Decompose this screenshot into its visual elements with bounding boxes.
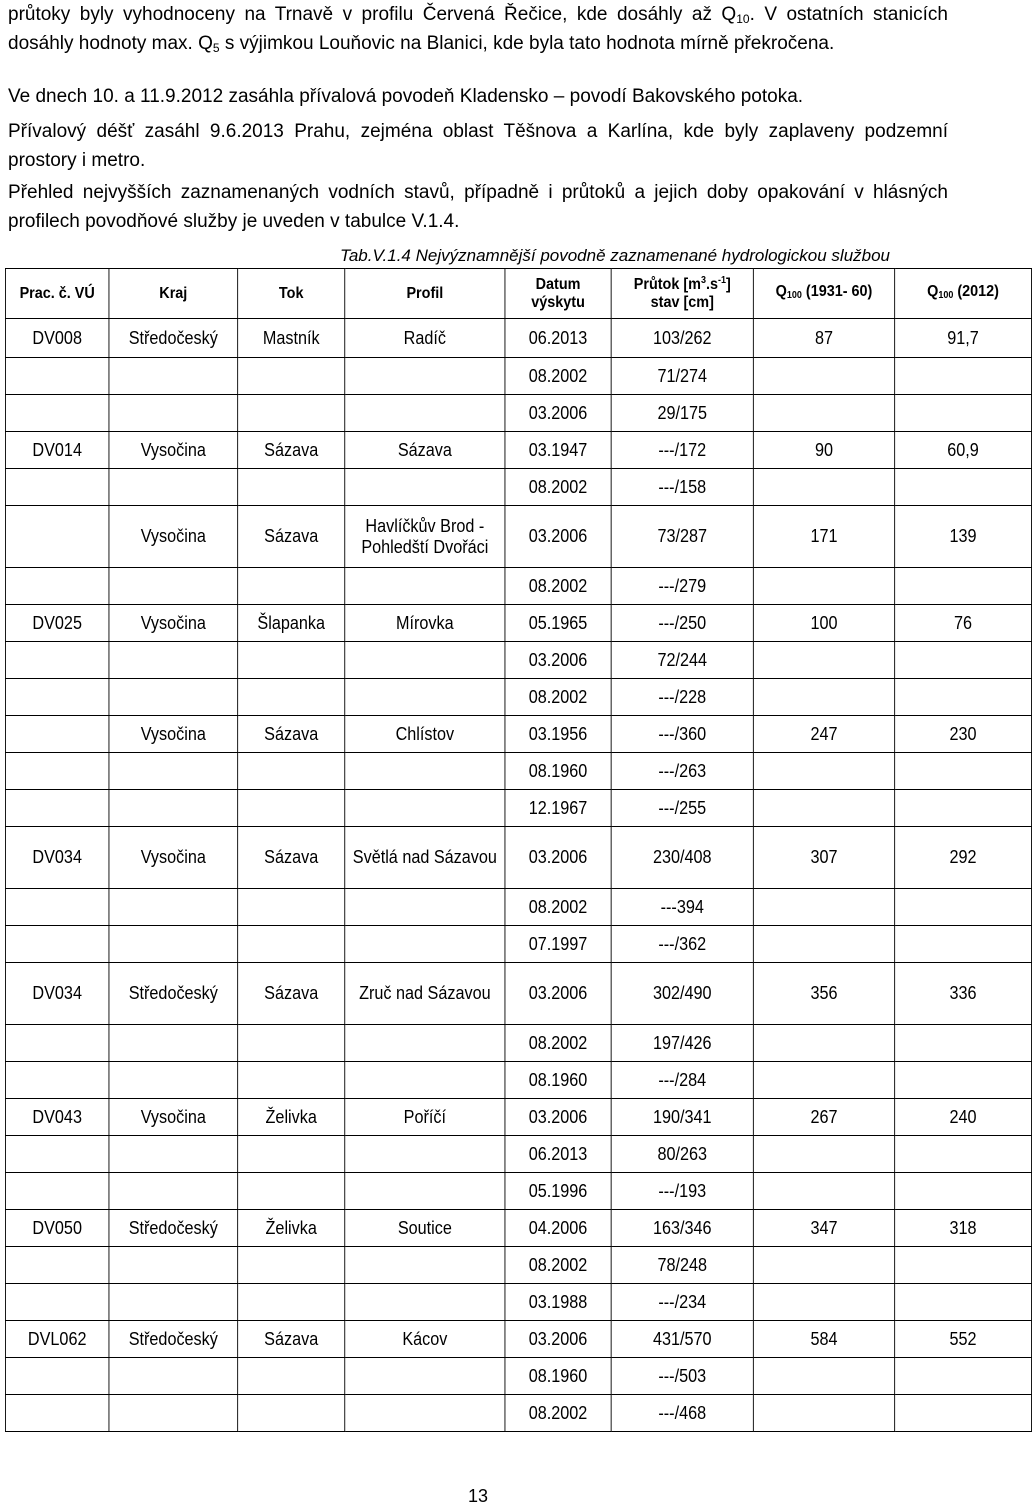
paragraph-overview: Přehled nejvyšších zaznamenaných vodních stavů, případně i průtoků a jejich doby opakování v hlásných profilech povodňové služby je uveden v tabulce V.1.4. xyxy=(8,182,948,232)
table-row xyxy=(5,469,1031,506)
cell-tok: Sázava xyxy=(238,1321,345,1358)
cell-q2 xyxy=(895,1284,1032,1321)
header-prac: Prac. č. VÚ xyxy=(5,269,109,319)
cell-q1 xyxy=(753,358,894,395)
cell-kraj xyxy=(109,926,238,963)
header-tok: Tok xyxy=(238,269,345,319)
cell-datum: 03.2006 xyxy=(505,1099,611,1136)
cell-q1 xyxy=(753,469,894,506)
cell-prutok: 78/248 xyxy=(611,1247,753,1284)
cell-datum: 08.2002 xyxy=(505,1247,611,1284)
cell-q2 xyxy=(895,469,1032,506)
cell-q1: 100 xyxy=(753,605,894,642)
cell-tok: Sázava xyxy=(238,506,345,568)
cell-prac xyxy=(5,926,109,963)
cell-q2 xyxy=(895,889,1032,926)
cell-kraj: Středočeský xyxy=(109,963,238,1025)
cell-q2: 91,7 xyxy=(895,319,1032,358)
cell-datum: 08.1960 xyxy=(505,1062,611,1099)
cell-profil: Světlá nad Sázavou xyxy=(345,827,505,889)
page-number: 13 xyxy=(468,1486,489,1506)
cell-kraj xyxy=(109,889,238,926)
cell-tok xyxy=(238,1062,345,1099)
table-row xyxy=(5,568,1031,605)
cell-kraj xyxy=(109,790,238,827)
cell-datum: 04.2006 xyxy=(505,1210,611,1247)
cell-q1 xyxy=(753,1395,894,1432)
cell-kraj: Vysočina xyxy=(109,605,238,642)
cell-prutok: 80/263 xyxy=(611,1136,753,1173)
cell-tok xyxy=(238,1284,345,1321)
cell-prac xyxy=(5,889,109,926)
cell-q1: 584 xyxy=(753,1321,894,1358)
cell-q1: 171 xyxy=(753,506,894,568)
cell-datum: 05.1965 xyxy=(505,605,611,642)
cell-datum: 08.1960 xyxy=(505,753,611,790)
cell-datum: 08.2002 xyxy=(505,679,611,716)
cell-tok xyxy=(238,358,345,395)
cell-q2 xyxy=(895,679,1032,716)
cell-kraj xyxy=(109,753,238,790)
cell-profil xyxy=(345,753,505,790)
subscript: 5 xyxy=(212,41,220,55)
cell-datum: 08.2002 xyxy=(505,469,611,506)
cell-q1 xyxy=(753,1358,894,1395)
cell-kraj: Vysočina xyxy=(109,506,238,568)
cell-prutok: ---/234 xyxy=(611,1284,753,1321)
cell-prac xyxy=(5,1358,109,1395)
header-datum: Datum výskytu xyxy=(505,269,611,319)
cell-kraj: Vysočina xyxy=(109,1099,238,1136)
cell-prac: DV034 xyxy=(5,963,109,1025)
cell-kraj xyxy=(109,1062,238,1099)
cell-q1 xyxy=(753,889,894,926)
cell-tok: Želivka xyxy=(238,1099,345,1136)
table-row xyxy=(5,753,1031,790)
cell-datum: 03.1988 xyxy=(505,1284,611,1321)
cell-tok xyxy=(238,1358,345,1395)
header-kraj: Kraj xyxy=(109,269,238,319)
cell-q1 xyxy=(753,1247,894,1284)
cell-q2 xyxy=(895,1025,1032,1062)
cell-kraj xyxy=(109,1025,238,1062)
cell-q2 xyxy=(895,642,1032,679)
cell-q1: 247 xyxy=(753,716,894,753)
cell-q1 xyxy=(753,753,894,790)
cell-q1 xyxy=(753,395,894,432)
cell-kraj: Vysočina xyxy=(109,432,238,469)
cell-prac xyxy=(5,1247,109,1284)
flood-table xyxy=(5,268,1032,1432)
cell-kraj xyxy=(109,568,238,605)
cell-tok: Sázava xyxy=(238,716,345,753)
cell-q1 xyxy=(753,642,894,679)
table-row xyxy=(5,1321,1031,1358)
cell-q1 xyxy=(753,679,894,716)
cell-prutok: ---/360 xyxy=(611,716,753,753)
table-body xyxy=(5,319,1031,1432)
table-row xyxy=(5,319,1031,358)
cell-profil: Soutice xyxy=(345,1210,505,1247)
table-row xyxy=(5,506,1031,568)
cell-kraj: Středočeský xyxy=(109,319,238,358)
table-row xyxy=(5,1284,1031,1321)
cell-q1 xyxy=(753,568,894,605)
cell-prac xyxy=(5,1173,109,1210)
cell-kraj xyxy=(109,1358,238,1395)
cell-tok xyxy=(238,1247,345,1284)
cell-kraj xyxy=(109,1395,238,1432)
cell-prac: DV025 xyxy=(5,605,109,642)
header-q100-1931: Q100 (1931- 60) xyxy=(753,269,894,319)
cell-prac xyxy=(5,469,109,506)
paragraph-text: . V ostatních stanicích dosáhly hodnoty max. Q xyxy=(8,4,948,54)
cell-prutok: ---/279 xyxy=(611,568,753,605)
cell-prutok: 103/262 xyxy=(611,319,753,358)
cell-prutok: ---/284 xyxy=(611,1062,753,1099)
cell-q2 xyxy=(895,1247,1032,1284)
cell-datum: 08.2002 xyxy=(505,568,611,605)
cell-profil xyxy=(345,1025,505,1062)
cell-prac xyxy=(5,506,109,568)
cell-profil xyxy=(345,1136,505,1173)
cell-profil xyxy=(345,1284,505,1321)
cell-prac: DV050 xyxy=(5,1210,109,1247)
table-row xyxy=(5,1395,1031,1432)
cell-q2 xyxy=(895,1062,1032,1099)
cell-q1: 87 xyxy=(753,319,894,358)
cell-datum: 03.1947 xyxy=(505,432,611,469)
cell-profil xyxy=(345,642,505,679)
cell-prutok: ---/158 xyxy=(611,469,753,506)
table-row xyxy=(5,1099,1031,1136)
cell-profil xyxy=(345,395,505,432)
cell-q1: 307 xyxy=(753,827,894,889)
cell-tok: Šlapanka xyxy=(238,605,345,642)
subscript: 10 xyxy=(736,12,750,26)
table-row xyxy=(5,358,1031,395)
cell-prutok: ---/362 xyxy=(611,926,753,963)
cell-prac xyxy=(5,395,109,432)
header-profil: Profil xyxy=(345,269,505,319)
cell-datum: 03.2006 xyxy=(505,1321,611,1358)
cell-prac xyxy=(5,1284,109,1321)
cell-prac xyxy=(5,358,109,395)
cell-prutok: ---/193 xyxy=(611,1173,753,1210)
cell-prac xyxy=(5,790,109,827)
cell-profil xyxy=(345,1173,505,1210)
cell-tok: Sázava xyxy=(238,827,345,889)
cell-prac xyxy=(5,753,109,790)
cell-profil xyxy=(345,1395,505,1432)
table-caption: Tab.V.1.4 Nejvýznamnější povodně zaznamenané hydrologickou službou xyxy=(340,246,891,265)
header-prutok: Průtok $[m^3.s^{-1}]$ stav [cm] xyxy=(611,269,753,319)
cell-prutok: 197/426 xyxy=(611,1025,753,1062)
cell-prutok: 163/346 xyxy=(611,1210,753,1247)
cell-datum: 03.2006 xyxy=(505,963,611,1025)
cell-datum: 08.2002 xyxy=(505,1025,611,1062)
cell-prac xyxy=(5,642,109,679)
cell-prac xyxy=(5,568,109,605)
cell-prac: DV043 xyxy=(5,1099,109,1136)
cell-tok: Mastník xyxy=(238,319,345,358)
paragraph-flow-summary xyxy=(8,0,948,58)
cell-datum: 12.1967 xyxy=(505,790,611,827)
cell-q2: 552 xyxy=(895,1321,1032,1358)
cell-prac xyxy=(5,1062,109,1099)
cell-tok: Želivka xyxy=(238,1210,345,1247)
cell-datum: 06.2013 xyxy=(505,319,611,358)
cell-prutok: 71/274 xyxy=(611,358,753,395)
cell-profil xyxy=(345,1062,505,1099)
table-row xyxy=(5,889,1031,926)
cell-tok xyxy=(238,642,345,679)
cell-prutok: ---/172 xyxy=(611,432,753,469)
cell-q2: 336 xyxy=(895,963,1032,1025)
table-row xyxy=(5,679,1031,716)
paragraph-text: s výjimkou Louňovic na Blanici, kde byla tato hodnota mírně překročena. xyxy=(219,33,835,54)
cell-tok xyxy=(238,1025,345,1062)
cell-prutok: ---/468 xyxy=(611,1395,753,1432)
cell-profil xyxy=(345,790,505,827)
cell-prutok: 302/490 xyxy=(611,963,753,1025)
cell-kraj: Vysočina xyxy=(109,716,238,753)
cell-datum: 03.2006 xyxy=(505,506,611,568)
cell-datum: 08.2002 xyxy=(505,1395,611,1432)
cell-q1 xyxy=(753,1062,894,1099)
cell-tok xyxy=(238,1136,345,1173)
cell-prutok: ---394 xyxy=(611,889,753,926)
cell-profil xyxy=(345,568,505,605)
cell-prutok: ---/255 xyxy=(611,790,753,827)
cell-q2: 76 xyxy=(895,605,1032,642)
cell-tok xyxy=(238,469,345,506)
cell-q1 xyxy=(753,1025,894,1062)
table-row xyxy=(5,827,1031,889)
cell-kraj: Vysočina xyxy=(109,827,238,889)
cell-prac xyxy=(5,1136,109,1173)
table-row xyxy=(5,963,1031,1025)
cell-kraj xyxy=(109,469,238,506)
paragraph-text: průtoky byly vyhodnoceny na Trnavě v profilu Červená Řečice, kde dosáhly až Q xyxy=(8,4,737,25)
cell-profil: Radíč xyxy=(345,319,505,358)
cell-profil: Havlíčkův Brod - Pohledští Dvořáci xyxy=(345,506,505,568)
cell-tok: Sázava xyxy=(238,963,345,1025)
cell-datum: 03.2006 xyxy=(505,827,611,889)
cell-prac: DVL062 xyxy=(5,1321,109,1358)
cell-q2 xyxy=(895,753,1032,790)
table-row xyxy=(5,790,1031,827)
cell-prac xyxy=(5,716,109,753)
cell-datum: 05.1996 xyxy=(505,1173,611,1210)
table-row xyxy=(5,642,1031,679)
cell-prac: DV008 xyxy=(5,319,109,358)
table-header-row xyxy=(5,269,1031,319)
cell-tok xyxy=(238,889,345,926)
cell-profil: Zruč nad Sázavou xyxy=(345,963,505,1025)
cell-kraj xyxy=(109,679,238,716)
cell-profil xyxy=(345,926,505,963)
cell-kraj xyxy=(109,642,238,679)
cell-q2 xyxy=(895,790,1032,827)
cell-prutok: 230/408 xyxy=(611,827,753,889)
cell-tok xyxy=(238,790,345,827)
cell-q2: 240 xyxy=(895,1099,1032,1136)
cell-profil xyxy=(345,358,505,395)
paragraph-kladensko: Ve dnech 10. a 11.9.2012 zasáhla přívalová povodeň Kladensko – povodí Bakovského potoka. xyxy=(8,86,804,107)
cell-q2: 139 xyxy=(895,506,1032,568)
table-row xyxy=(5,1062,1031,1099)
table-row xyxy=(5,432,1031,469)
cell-q2 xyxy=(895,1136,1032,1173)
cell-q1 xyxy=(753,1284,894,1321)
cell-kraj xyxy=(109,1173,238,1210)
cell-kraj xyxy=(109,1284,238,1321)
cell-tok xyxy=(238,753,345,790)
cell-profil xyxy=(345,889,505,926)
table-row xyxy=(5,1173,1031,1210)
cell-q1: 356 xyxy=(753,963,894,1025)
cell-q2 xyxy=(895,358,1032,395)
cell-profil xyxy=(345,679,505,716)
cell-tok xyxy=(238,1395,345,1432)
cell-tok: Sázava xyxy=(238,432,345,469)
cell-profil xyxy=(345,469,505,506)
cell-tok xyxy=(238,395,345,432)
cell-q1: 90 xyxy=(753,432,894,469)
cell-q1 xyxy=(753,790,894,827)
cell-tok xyxy=(238,679,345,716)
header-q100-2012: Q100 (2012) xyxy=(895,269,1032,319)
cell-prac xyxy=(5,1395,109,1432)
cell-datum: 08.1960 xyxy=(505,1358,611,1395)
cell-q2: 230 xyxy=(895,716,1032,753)
cell-prutok: ---/228 xyxy=(611,679,753,716)
cell-kraj: Středočeský xyxy=(109,1321,238,1358)
cell-q1 xyxy=(753,1136,894,1173)
cell-datum: 07.1997 xyxy=(505,926,611,963)
cell-datum: 03.2006 xyxy=(505,642,611,679)
cell-profil xyxy=(345,1358,505,1395)
cell-profil: Kácov xyxy=(345,1321,505,1358)
cell-q2: 292 xyxy=(895,827,1032,889)
table-row xyxy=(5,1247,1031,1284)
cell-kraj xyxy=(109,1247,238,1284)
table-row xyxy=(5,1025,1031,1062)
cell-tok xyxy=(238,926,345,963)
cell-profil: Chlístov xyxy=(345,716,505,753)
cell-q2: 60,9 xyxy=(895,432,1032,469)
cell-q2 xyxy=(895,568,1032,605)
cell-datum: 03.2006 xyxy=(505,395,611,432)
cell-prutok: 190/341 xyxy=(611,1099,753,1136)
table-row xyxy=(5,605,1031,642)
table-row xyxy=(5,1358,1031,1395)
cell-profil: Poříčí xyxy=(345,1099,505,1136)
cell-datum: 06.2013 xyxy=(505,1136,611,1173)
cell-prutok: ---/263 xyxy=(611,753,753,790)
cell-q2 xyxy=(895,926,1032,963)
cell-prac: DV034 xyxy=(5,827,109,889)
table-row xyxy=(5,716,1031,753)
cell-prutok: 72/244 xyxy=(611,642,753,679)
cell-datum: 08.2002 xyxy=(505,889,611,926)
cell-q1 xyxy=(753,926,894,963)
cell-q1 xyxy=(753,1173,894,1210)
cell-prutok: ---/503 xyxy=(611,1358,753,1395)
cell-datum: 03.1956 xyxy=(505,716,611,753)
cell-q2 xyxy=(895,1173,1032,1210)
cell-profil: Sázava xyxy=(345,432,505,469)
cell-prac: DV014 xyxy=(5,432,109,469)
cell-tok xyxy=(238,568,345,605)
cell-kraj xyxy=(109,395,238,432)
cell-prutok: 29/175 xyxy=(611,395,753,432)
cell-q2 xyxy=(895,1358,1032,1395)
cell-q2 xyxy=(895,395,1032,432)
paragraph-praha: Přívalový déšť zasáhl 9.6.2013 Prahu, zejména oblast Těšnova a Karlína, kde byly zaplaveny podzemní prostory i metro. xyxy=(8,121,948,171)
table-row xyxy=(5,1136,1031,1173)
cell-kraj: Středočeský xyxy=(109,1210,238,1247)
cell-profil: Mírovka xyxy=(345,605,505,642)
table-row xyxy=(5,926,1031,963)
cell-tok xyxy=(238,1173,345,1210)
cell-prutok: 73/287 xyxy=(611,506,753,568)
cell-kraj xyxy=(109,1136,238,1173)
cell-profil xyxy=(345,1247,505,1284)
cell-kraj xyxy=(109,358,238,395)
cell-datum: 08.2002 xyxy=(505,358,611,395)
cell-prutok: 431/570 xyxy=(611,1321,753,1358)
cell-q1: 267 xyxy=(753,1099,894,1136)
table-row xyxy=(5,1210,1031,1247)
cell-q1: 347 xyxy=(753,1210,894,1247)
table-row xyxy=(5,395,1031,432)
cell-prac xyxy=(5,679,109,716)
cell-q2 xyxy=(895,1395,1032,1432)
cell-prutok: ---/250 xyxy=(611,605,753,642)
cell-prac xyxy=(5,1025,109,1062)
cell-q2: 318 xyxy=(895,1210,1032,1247)
